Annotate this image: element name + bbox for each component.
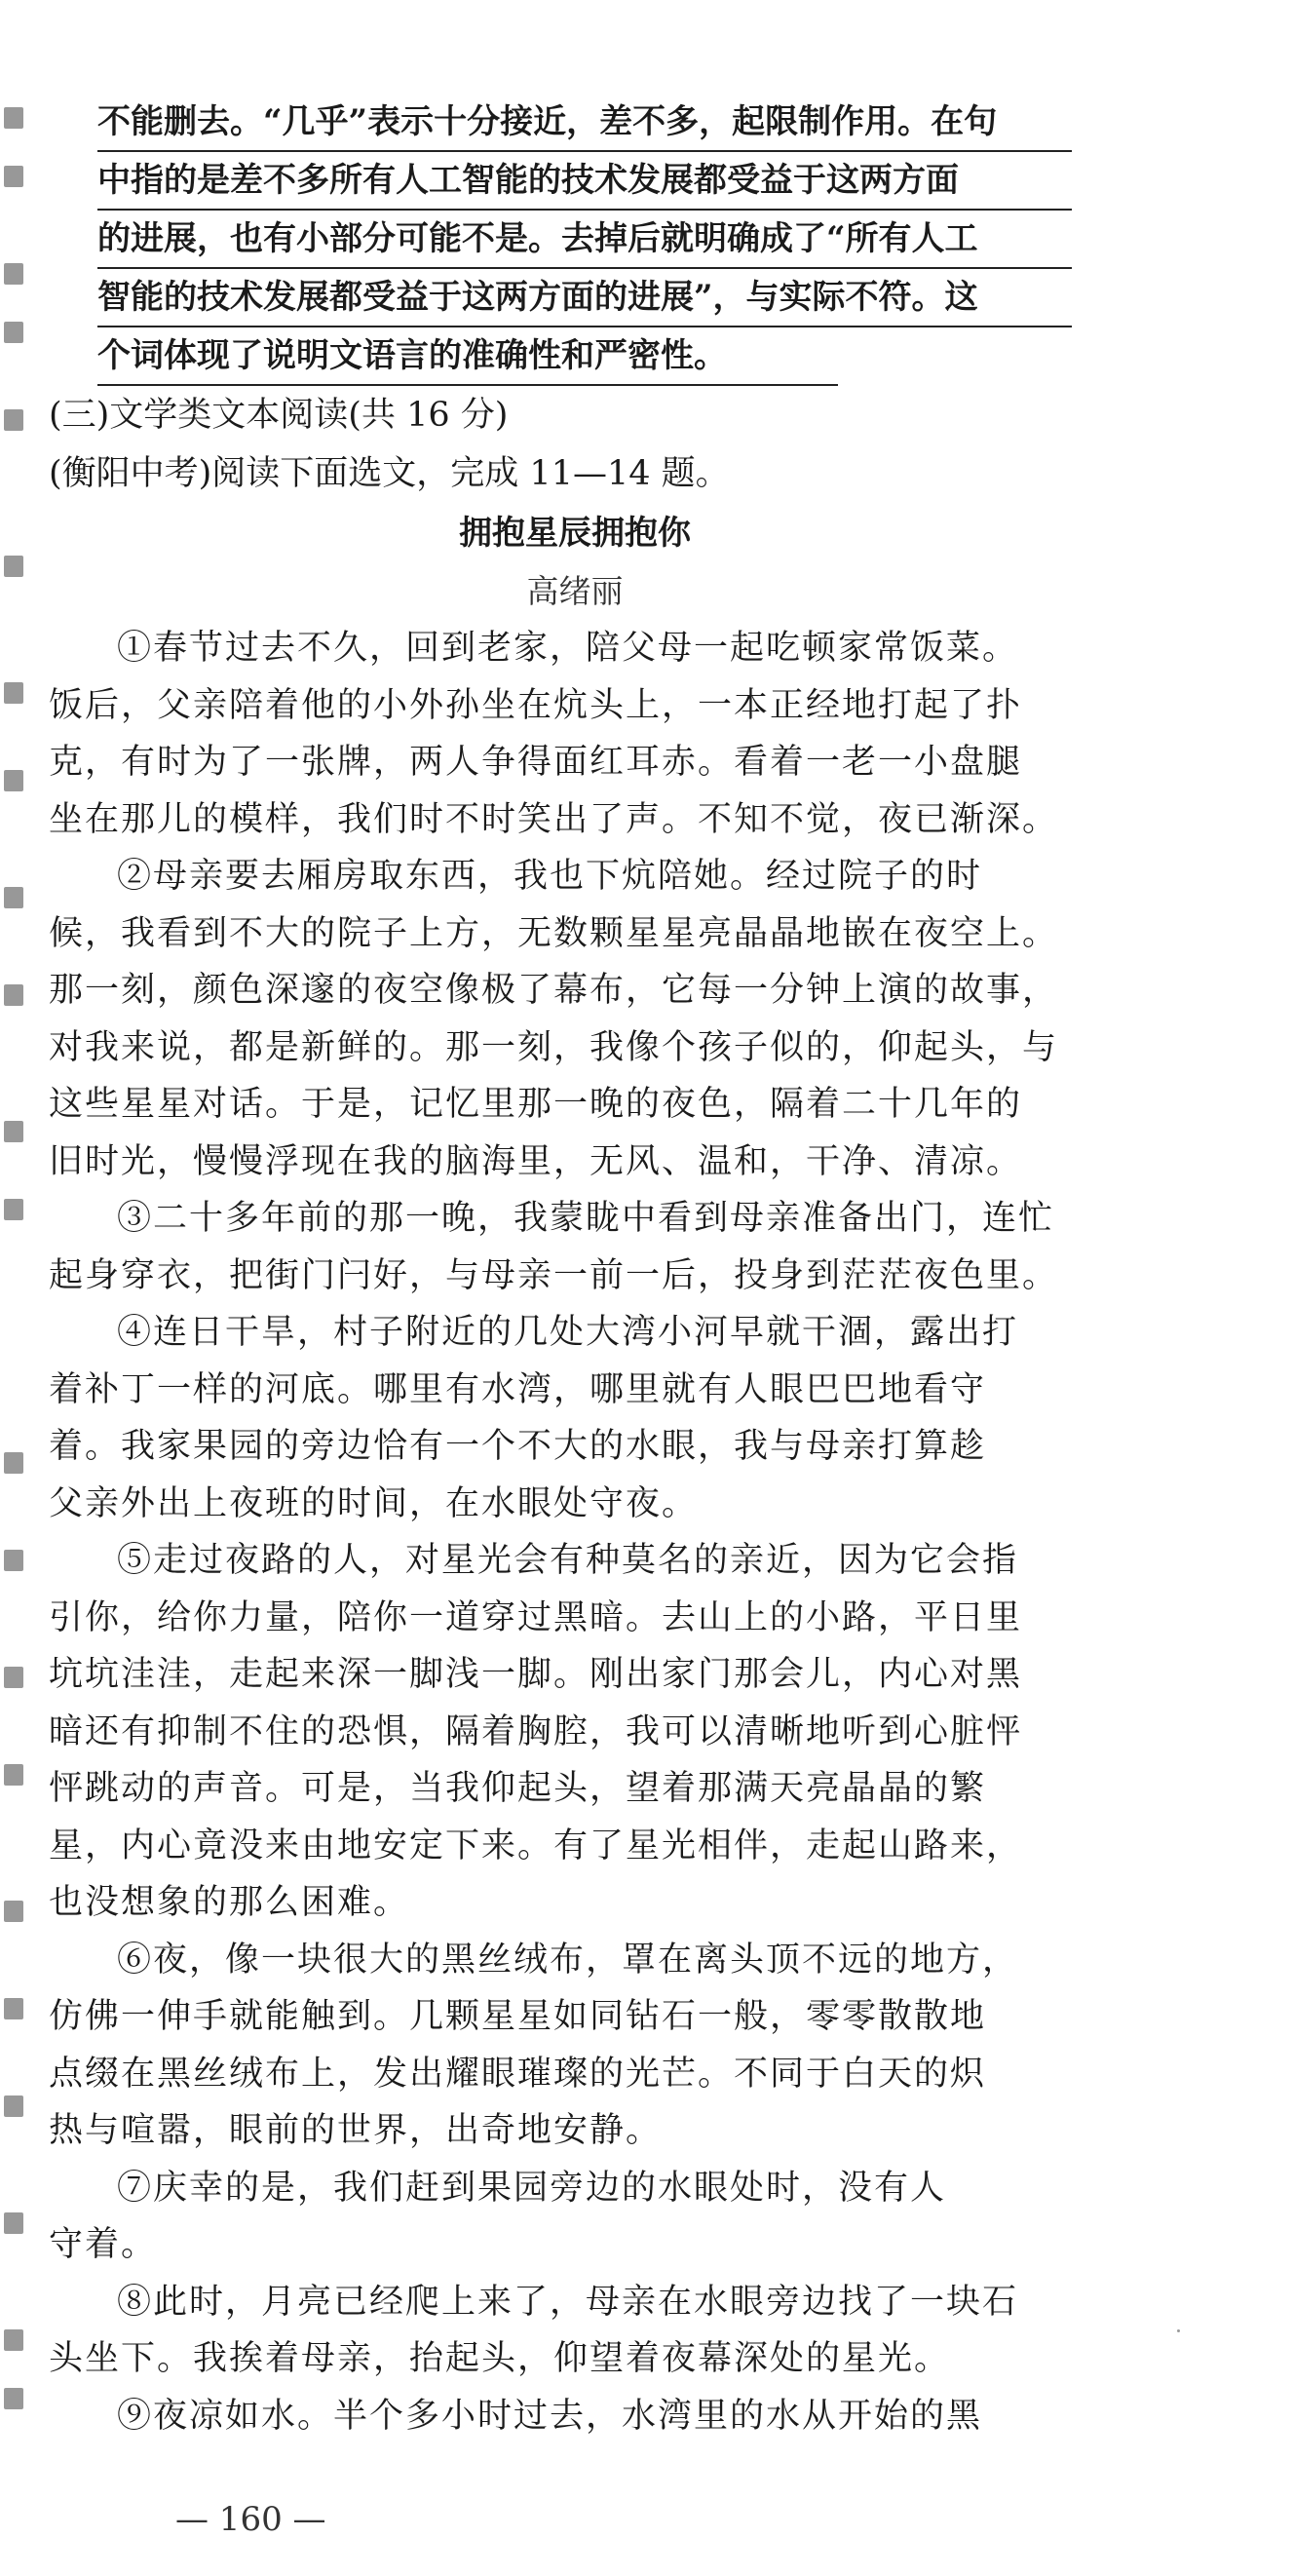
article-author: 高绪丽 <box>526 572 624 610</box>
article-line: 父亲外出上夜班的时间，在水眼处守夜。 <box>49 1483 699 1523</box>
article-line: ⑨夜凉如水。半个多小时过去，水湾里的水从开始的黑 <box>117 2396 983 2436</box>
article-line: ⑤走过夜路的人，对星光会有种莫名的亲近，因为它会指 <box>117 1541 1019 1580</box>
answer-line: 中指的是差不多所有人工智能的技术发展都受益于这两方面 <box>97 152 1072 211</box>
article-line: 起身穿衣，把街门闩好，与母亲一前一后，投身到茫茫夜色里。 <box>49 1255 1059 1295</box>
article-line: ①春节过去不久，回到老家，陪父母一起吃顿家常饭菜。 <box>117 629 1019 668</box>
article-line: 头坐下。我挨着母亲，抬起头，仰望着夜幕深处的星光。 <box>49 2339 951 2378</box>
answer-line: 智能的技术发展都受益于这两方面的进展”，与实际不符。这 <box>97 269 1072 327</box>
article-line: 也没想象的那么困难。 <box>49 1883 410 1922</box>
article-line: 热与喧嚣，眼前的世界，出奇地安静。 <box>49 2111 663 2150</box>
article-line: 着。我家果园的旁边恰有一个不大的水眼，我与母亲打算趁 <box>49 1427 987 1466</box>
article-line: 点缀在黑丝绒布上，发出耀眼璀璨的光芒。不同于白天的炽 <box>49 2054 987 2094</box>
scan-speck <box>1177 2329 1180 2332</box>
page-content <box>49 94 1059 2444</box>
article-title: 拥抱星辰拥抱你 <box>459 514 691 553</box>
article-body <box>49 620 1059 2444</box>
article-line: 星，内心竟没来由地安定下来。有了星光相伴，走起山路来， <box>49 1826 1023 1865</box>
article-line: 那一刻，颜色深邃的夜空像极了幕布，它每一分钟上演的故事， <box>49 971 1059 1010</box>
article-line: 着补丁一样的河底。哪里有水湾，哪里就有人眼巴巴地看守 <box>49 1369 987 1409</box>
article-line: 克，有时为了一张牌，两人争得面红耳赤。看着一老一小盘腿 <box>49 743 1023 782</box>
answer-line: 个词体现了说明文语言的准确性和严密性。 <box>97 327 838 386</box>
article-line: 旧时光，慢慢浮现在我的脑海里，无风、温和，干净、清凉。 <box>49 1141 1023 1181</box>
answer-line: 不能删去。“几乎”表示十分接近，差不多，起限制作用。在句 <box>97 94 1072 152</box>
article-line: 引你，给你力量，陪你一道穿过黑暗。去山上的小路，平日里 <box>49 1597 1023 1637</box>
article-line: ⑥夜，像一块很大的黑丝绒布，罩在离头顶不远的地方， <box>117 1940 1019 1980</box>
article-line: 守着。 <box>49 2225 158 2264</box>
article-line: 对我来说，都是新鲜的。那一刻，我像个孩子似的，仰起头，与 <box>49 1027 1059 1067</box>
answer-line: 的进展，也有小部分可能不是。去掉后就明确成了“所有人工 <box>97 211 1072 269</box>
article-line: ⑧此时，月亮已经爬上来了，母亲在水眼旁边找了一块石 <box>117 2282 1019 2322</box>
article-line: ④连日干旱，村子附近的几处大湾小河早就干涸，露出打 <box>117 1313 1019 1352</box>
answer-block <box>49 94 1052 386</box>
article-line: 暗还有抑制不住的恐惧，隔着胸腔，我可以清晰地听到心脏怦 <box>49 1711 1023 1751</box>
article-line: 这些星星对话。于是，记忆里那一晚的夜色，隔着二十几年的 <box>49 1085 1023 1124</box>
section-heading: (三)文学类文本阅读(共 16 分) <box>49 396 509 435</box>
section-instruction: (衡阳中考)阅读下面选文，完成 11—14 题。 <box>49 454 730 493</box>
article-line: 饭后，父亲陪着他的小外孙坐在炕头上，一本正经地打起了扑 <box>49 685 1023 725</box>
article-line: ⑦庆幸的是，我们赶到果园旁边的水眼处时，没有人 <box>117 2168 947 2208</box>
article-line: 坐在那儿的模样，我们时不时笑出了声。不知不觉，夜已渐深。 <box>49 799 1059 839</box>
article-line: 仿佛一伸手就能触到。几颗星星如同钻石一般，零零散散地 <box>49 1997 987 2036</box>
article-line: 坑坑洼洼，走起来深一脚浅一脚。刚出家门那会儿，内心对黑 <box>49 1655 1023 1694</box>
page-number: — 160 — <box>175 2500 326 2539</box>
article-line: 怦跳动的声音。可是，当我仰起头，望着那满天亮晶晶的繁 <box>49 1769 987 1808</box>
article-line: ③二十多年前的那一晚，我蒙眬中看到母亲准备出门，连忙 <box>117 1199 1055 1238</box>
adjacent-page-bleed <box>0 88 29 2427</box>
article-line: 候，我看到不大的院子上方，无数颗星星亮晶晶地嵌在夜空上。 <box>49 913 1059 953</box>
article-line: ②母亲要去厢房取东西，我也下炕陪她。经过院子的时 <box>117 857 983 896</box>
